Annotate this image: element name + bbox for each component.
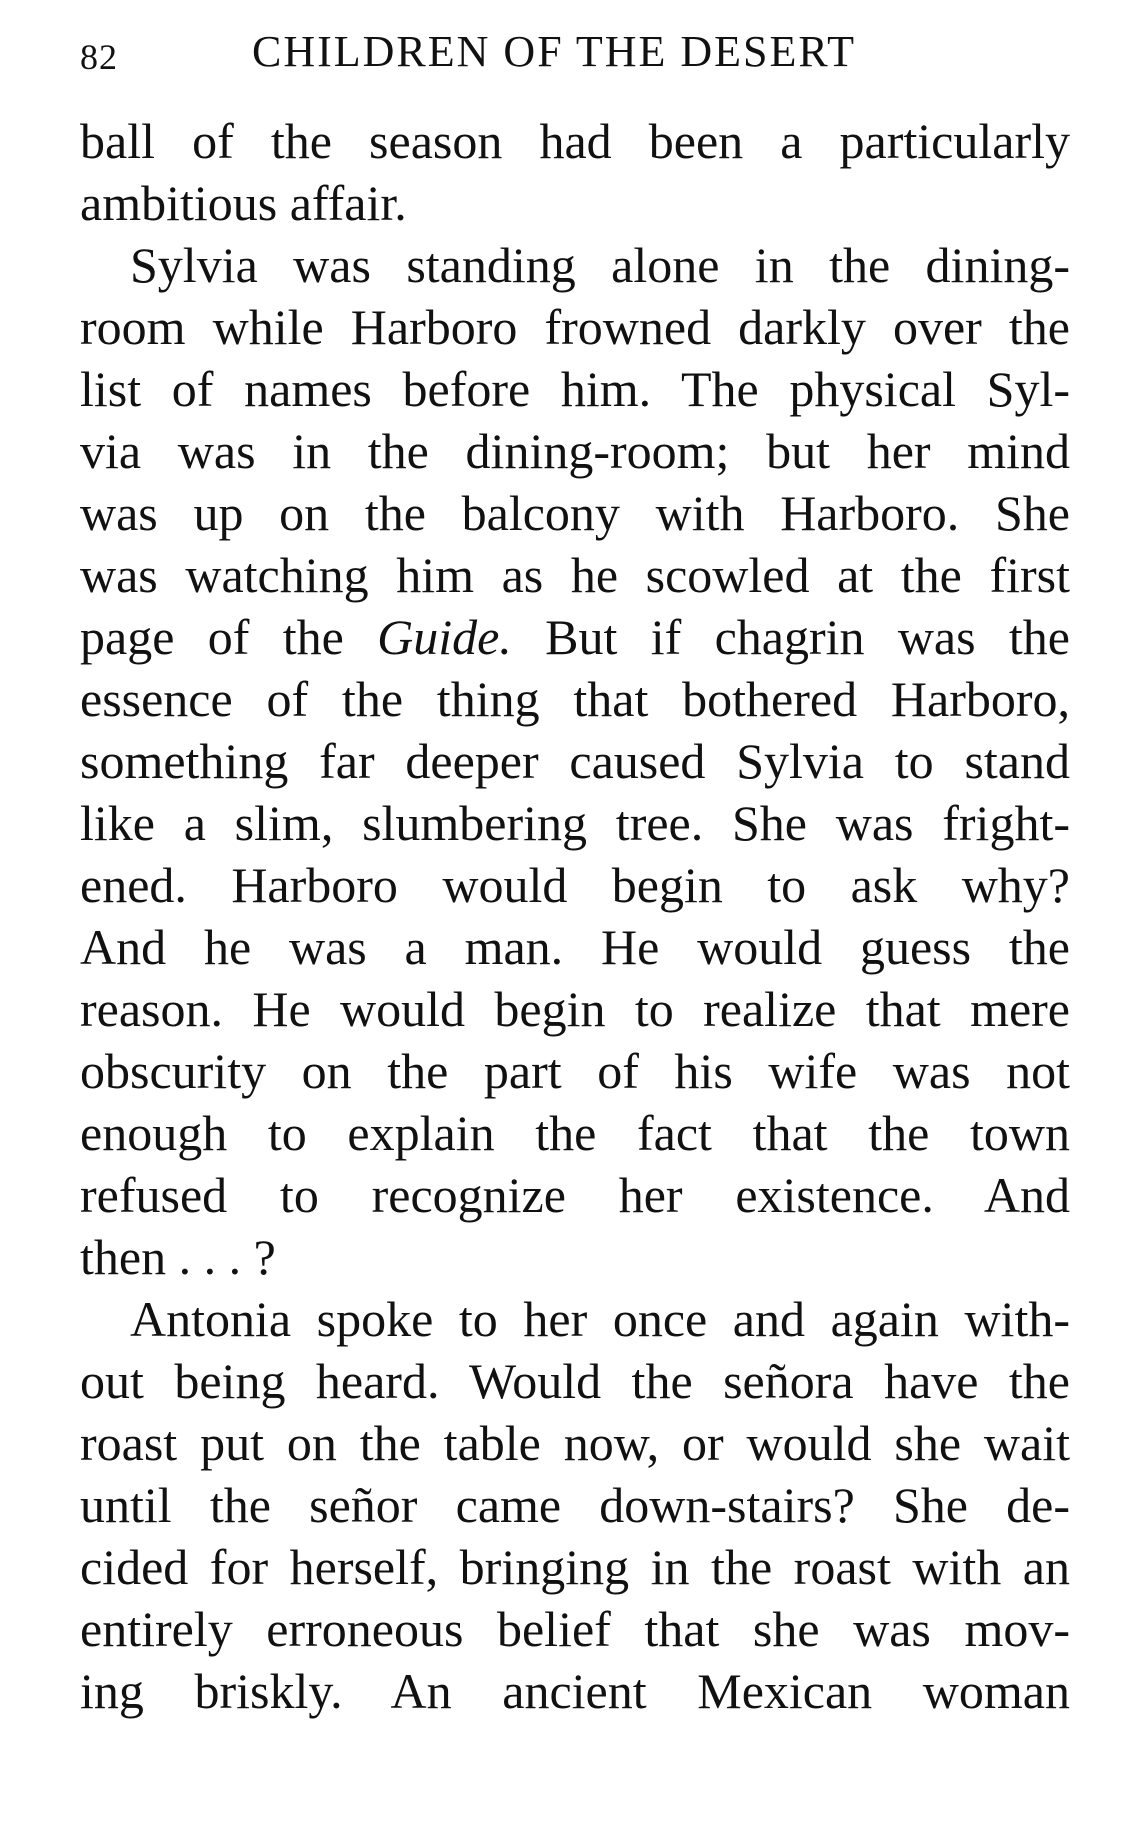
body-text xyxy=(80,110,1070,1722)
text-line: room while Harboro frowned darkly over the xyxy=(80,299,1070,355)
text-line: And he was a man. He would guess the xyxy=(80,919,1070,975)
paragraph-1 xyxy=(80,110,1070,234)
text-line: enough to explain the fact that the town xyxy=(80,1105,1070,1161)
text-line: essence of the thing that bothered Harboro, xyxy=(80,671,1070,727)
text-line: ened. Harboro would begin to ask why? xyxy=(80,857,1070,913)
page-header xyxy=(80,22,940,82)
text-line: like a slim, slumbering tree. She was fright- xyxy=(80,795,1070,851)
text-line: roast put on the table now, or would she wait xyxy=(80,1415,1070,1471)
italic-title: Guide. xyxy=(377,609,512,665)
text-line: then . . . ? xyxy=(80,1229,276,1285)
text-line: reason. He would begin to realize that mere xyxy=(80,981,1070,1037)
text-line: ing briskly. An ancient Mexican woman xyxy=(80,1663,1070,1719)
text-line xyxy=(80,606,1070,668)
text-line: was up on the balcony with Harboro. She xyxy=(80,485,1070,541)
running-head: CHILDREN OF THE DESERT xyxy=(252,27,856,76)
text-line: something far deeper caused Sylvia to stand xyxy=(80,733,1070,789)
text-line: obscurity on the part of his wife was not xyxy=(80,1043,1070,1099)
text-line: cided for herself, bringing in the roast with an xyxy=(80,1539,1070,1595)
text-line: list of names before him. The physical Syl- xyxy=(80,361,1070,417)
text-line: entirely erroneous belief that she was mov- xyxy=(80,1601,1070,1657)
text-line: Antonia spoke to her once and again with- xyxy=(130,1291,1070,1347)
text-line: was watching him as he scowled at the first xyxy=(80,547,1070,603)
text-line: ball of the season had been a particularly xyxy=(80,113,1070,169)
paragraph-2 xyxy=(80,234,1070,1288)
text-line: until the señor came down-stairs? She de- xyxy=(80,1477,1070,1533)
text-line: Sylvia was standing alone in the dining- xyxy=(130,237,1070,293)
paragraph-3 xyxy=(80,1288,1070,1722)
text-line: out being heard. Would the señora have the xyxy=(80,1353,1070,1409)
text-segment: page of the xyxy=(80,609,378,665)
text-line: refused to recognize her existence. And xyxy=(80,1167,1070,1223)
page-number: 82 xyxy=(80,37,118,77)
text-segment: But if chagrin was the xyxy=(511,609,1070,665)
text-line: ambitious affair. xyxy=(80,175,407,231)
text-line: via was in the dining-room; but her mind xyxy=(80,423,1070,479)
